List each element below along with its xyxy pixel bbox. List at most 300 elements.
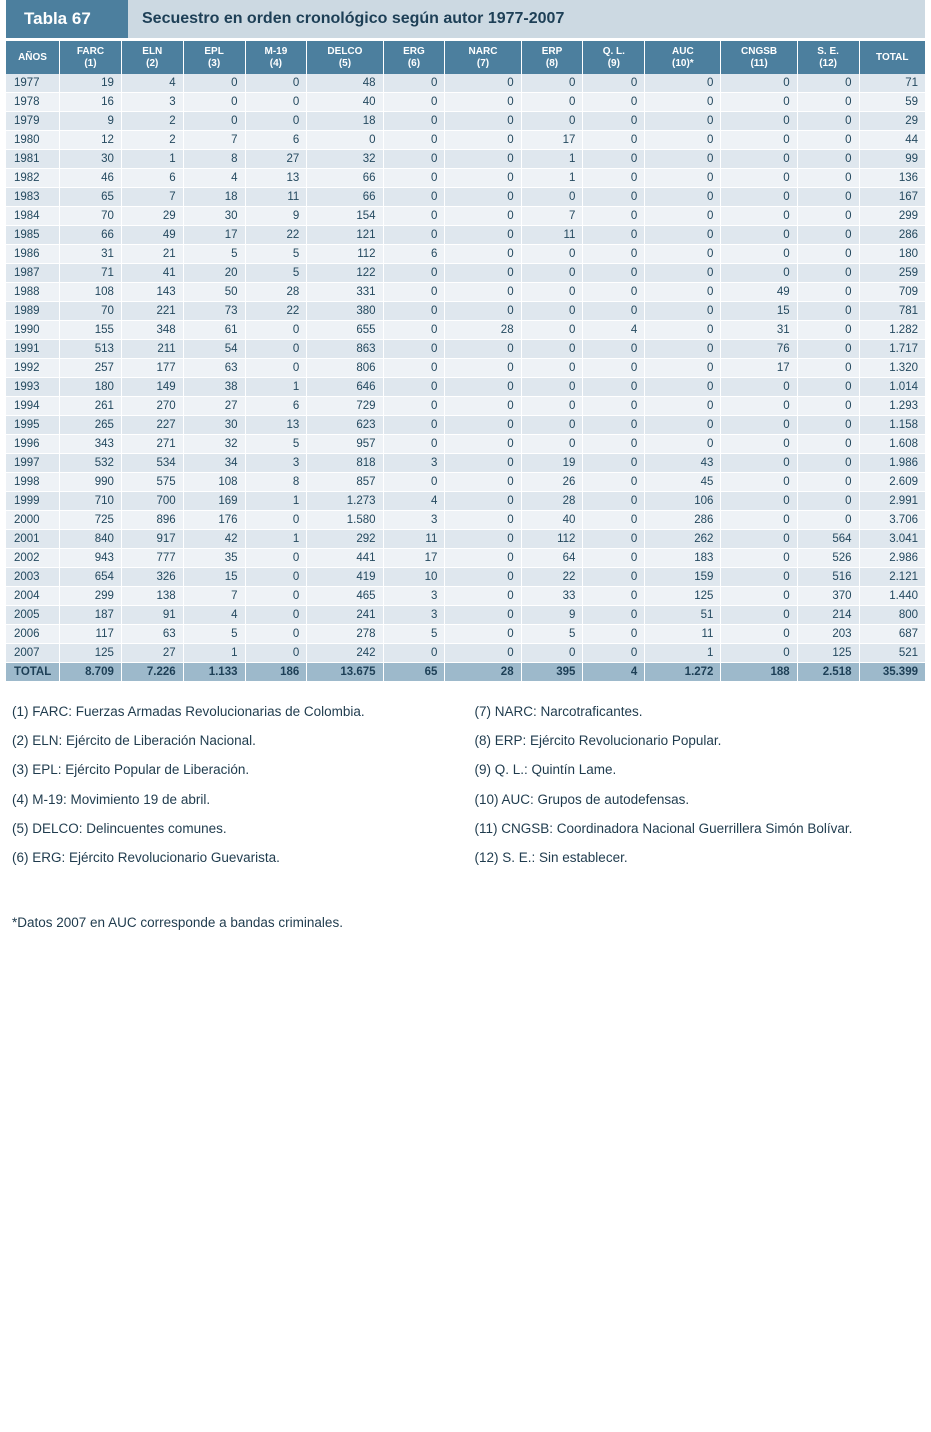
table-cell: 800: [859, 606, 925, 625]
table-cell: 73: [183, 302, 245, 321]
table-row: [6, 397, 925, 416]
column-header-label: EPL: [204, 46, 224, 57]
footnotes: [6, 704, 925, 879]
table-cell: 0: [383, 416, 445, 435]
footnote-item: (10) AUC: Grupos de autodefensas.: [474, 791, 690, 807]
table-cell: 54: [183, 340, 245, 359]
table-cell: 299: [859, 207, 925, 226]
table-cell: 108: [60, 283, 122, 302]
table-cell: 22: [521, 568, 583, 587]
table-cell: 0: [521, 397, 583, 416]
table-cell: 278: [307, 625, 383, 644]
table-row: [6, 226, 925, 245]
table-cell: 17: [183, 226, 245, 245]
table-cell: 1: [245, 378, 307, 397]
table-cell: 63: [121, 625, 183, 644]
table-cell: 0: [445, 587, 521, 606]
table-row: [6, 131, 925, 150]
table-cell: 0: [521, 416, 583, 435]
table-cell: 29: [121, 207, 183, 226]
table-cell: 187: [60, 606, 122, 625]
row-year-cell: 1998: [6, 473, 60, 492]
row-year-cell: 1993: [6, 378, 60, 397]
table-cell: 0: [445, 530, 521, 549]
table-cell: 27: [245, 150, 307, 169]
table-cell: 19: [521, 454, 583, 473]
table-cell: 0: [383, 226, 445, 245]
table-cell: 0: [583, 435, 645, 454]
table-cell: 957: [307, 435, 383, 454]
table-cell: 4: [121, 74, 183, 93]
footnote-item: (1) FARC: Fuerzas Armadas Revolucionarias de Colombia.: [12, 704, 365, 719]
footnote-item: (6) ERG: Ejército Revolucionario Guevarista.: [12, 849, 280, 865]
table-cell: 1.158: [859, 416, 925, 435]
table-cell: 0: [583, 549, 645, 568]
table-cell: 1: [521, 169, 583, 188]
column-header-delco: [307, 41, 383, 74]
table-cell: 8: [183, 150, 245, 169]
table-cell: 0: [245, 549, 307, 568]
table-cell: 0: [583, 302, 645, 321]
table-cell: 348: [121, 321, 183, 340]
table-number-badge: Tabla 67: [6, 0, 128, 38]
table-cell: 6: [383, 245, 445, 264]
table-cell: 46: [60, 169, 122, 188]
table-cell: 2: [121, 131, 183, 150]
column-header-s-e: [797, 41, 859, 74]
table-cell: 26: [521, 473, 583, 492]
table-cell: 4: [183, 606, 245, 625]
table-cell: 5: [521, 625, 583, 644]
table-cell: 265: [60, 416, 122, 435]
table-cell: 0: [583, 359, 645, 378]
table-cell: 154: [307, 207, 383, 226]
table-cell: 2.991: [859, 492, 925, 511]
table-cell: 0: [521, 74, 583, 93]
table-cell: 0: [645, 321, 721, 340]
table-cell: 19: [60, 74, 122, 93]
table-cell: 0: [383, 131, 445, 150]
table-cell: 0: [521, 283, 583, 302]
table-cell: 15: [183, 568, 245, 587]
table-cell: 0: [645, 93, 721, 112]
table-cell: 0: [383, 397, 445, 416]
table-cell: 28: [245, 283, 307, 302]
table-cell: 3: [245, 454, 307, 473]
table-cell: 0: [445, 93, 521, 112]
table-cell: 241: [307, 606, 383, 625]
column-header-epl: [183, 41, 245, 74]
table-cell: 49: [721, 283, 797, 302]
table-cell: 1.014: [859, 378, 925, 397]
table-cell: 0: [797, 416, 859, 435]
table-cell: 65: [60, 188, 122, 207]
column-header-erp: [521, 41, 583, 74]
table-cell: 419: [307, 568, 383, 587]
table-cell: 1.440: [859, 587, 925, 606]
table-cell: 0: [721, 416, 797, 435]
table-cell: 0: [583, 340, 645, 359]
footnote-item: (4) M-19: Movimiento 19 de abril.: [12, 791, 211, 807]
table-cell: 0: [645, 150, 721, 169]
table-cell: 33: [521, 587, 583, 606]
table-cell: 0: [797, 150, 859, 169]
table-cell: 863: [307, 340, 383, 359]
footnote-item: (12) S. E.: Sin establecer.: [474, 849, 628, 865]
table-cell: 3.041: [859, 530, 925, 549]
table-cell: 38: [183, 378, 245, 397]
table-row: [6, 435, 925, 454]
table-cell: 0: [645, 302, 721, 321]
table-cell: 5: [183, 245, 245, 264]
table-cell: 0: [521, 435, 583, 454]
table-cell: 9: [521, 606, 583, 625]
table-cell: 125: [645, 587, 721, 606]
table-cell: 0: [645, 359, 721, 378]
table-cell: 0: [721, 454, 797, 473]
table-cell: 0: [445, 473, 521, 492]
table-cell: 0: [521, 359, 583, 378]
table-cell: 1: [245, 530, 307, 549]
footnote-item: (7) NARC: Narcotraficantes.: [474, 704, 643, 719]
table-cell: 61: [183, 321, 245, 340]
table-cell: 125: [60, 644, 122, 663]
column-header-narc: [445, 41, 521, 74]
table-cell: 0: [521, 378, 583, 397]
table-cell: 465: [307, 587, 383, 606]
table-cell: 0: [721, 207, 797, 226]
table-cell: 0: [445, 492, 521, 511]
table-cell: 112: [307, 245, 383, 264]
table-cell: 138: [121, 587, 183, 606]
column-header-m-19: [245, 41, 307, 74]
column-header-label: NARC: [468, 46, 498, 57]
total-cell: 65: [383, 663, 445, 682]
table-cell: 262: [645, 530, 721, 549]
table-cell: 0: [245, 587, 307, 606]
row-year-cell: 2000: [6, 511, 60, 530]
table-cell: 575: [121, 473, 183, 492]
table-cell: 20: [183, 264, 245, 283]
table-cell: 0: [721, 587, 797, 606]
table-cell: 8: [245, 473, 307, 492]
table-cell: 0: [797, 245, 859, 264]
table-cell: 0: [721, 264, 797, 283]
table-cell: 0: [245, 511, 307, 530]
table-cell: 70: [60, 302, 122, 321]
table-cell: 1.293: [859, 397, 925, 416]
table-cell: 0: [583, 606, 645, 625]
row-year-cell: 1978: [6, 93, 60, 112]
table-cell: 31: [721, 321, 797, 340]
table-cell: 1.608: [859, 435, 925, 454]
table-cell: 7: [183, 587, 245, 606]
table-cell: 0: [383, 150, 445, 169]
table-row: [6, 549, 925, 568]
row-year-cell: 1997: [6, 454, 60, 473]
table-cell: 66: [307, 188, 383, 207]
table-cell: 0: [721, 169, 797, 188]
row-year-cell: 2007: [6, 644, 60, 663]
total-cell: 2.518: [797, 663, 859, 682]
table-cell: 0: [445, 397, 521, 416]
table-row: [6, 416, 925, 435]
table-cell: 0: [445, 245, 521, 264]
table-cell: 818: [307, 454, 383, 473]
table-cell: 0: [245, 321, 307, 340]
table-cell: 646: [307, 378, 383, 397]
table-cell: 0: [521, 321, 583, 340]
table-cell: 0: [445, 283, 521, 302]
footnote-item: (3) EPL: Ejército Popular de Liberación.: [12, 762, 250, 778]
table-row: [6, 188, 925, 207]
table-cell: 11: [245, 188, 307, 207]
table-row: [6, 74, 925, 93]
table-cell: 1.580: [307, 511, 383, 530]
row-year-cell: 1986: [6, 245, 60, 264]
table-cell: 48: [307, 74, 383, 93]
table-cell: 0: [583, 625, 645, 644]
table-row: [6, 321, 925, 340]
table-cell: 117: [60, 625, 122, 644]
table-cell: 0: [797, 511, 859, 530]
table-cell: 441: [307, 549, 383, 568]
table-cell: 0: [445, 150, 521, 169]
table-row: [6, 359, 925, 378]
table-cell: 28: [521, 492, 583, 511]
table-cell: 0: [307, 131, 383, 150]
table-cell: 0: [445, 625, 521, 644]
table-row: [6, 625, 925, 644]
column-header-label: TOTAL: [876, 51, 909, 63]
table-cell: 0: [797, 207, 859, 226]
row-year-cell: 1995: [6, 416, 60, 435]
table-cell: 3: [383, 454, 445, 473]
table-cell: 22: [245, 302, 307, 321]
table-cell: 159: [645, 568, 721, 587]
table-cell: 0: [797, 169, 859, 188]
table-cell: 0: [583, 492, 645, 511]
table-cell: 0: [721, 188, 797, 207]
table-cell: 990: [60, 473, 122, 492]
total-cell: 13.675: [307, 663, 383, 682]
table-cell: 17: [383, 549, 445, 568]
table-row: [6, 606, 925, 625]
table-cell: 40: [307, 93, 383, 112]
table-cell: 211: [121, 340, 183, 359]
table-cell: 0: [383, 473, 445, 492]
column-header-label: FARC: [76, 46, 105, 57]
table-cell: 0: [383, 207, 445, 226]
table-cell: 0: [445, 378, 521, 397]
table-cell: 3: [121, 93, 183, 112]
table-cell: 0: [797, 473, 859, 492]
table-cell: 10: [383, 568, 445, 587]
table-cell: 0: [383, 169, 445, 188]
table-cell: 286: [859, 226, 925, 245]
table-cell: 0: [797, 264, 859, 283]
table-cell: 169: [183, 492, 245, 511]
table-cell: 0: [521, 302, 583, 321]
table-cell: 15: [721, 302, 797, 321]
table-cell: 29: [859, 112, 925, 131]
table-cell: 3: [383, 606, 445, 625]
table-cell: 4: [583, 321, 645, 340]
table-cell: 0: [445, 359, 521, 378]
total-cell: 28: [445, 663, 521, 682]
table-cell: 71: [60, 264, 122, 283]
table-cell: 6: [245, 397, 307, 416]
table-cell: 0: [721, 644, 797, 663]
table-cell: 0: [645, 340, 721, 359]
table-cell: 0: [445, 568, 521, 587]
table-header-row: [6, 41, 925, 74]
row-year-cell: 1999: [6, 492, 60, 511]
row-year-cell: 1994: [6, 397, 60, 416]
table-cell: 0: [445, 435, 521, 454]
table-cell: 183: [645, 549, 721, 568]
table-cell: 0: [797, 492, 859, 511]
table-cell: 0: [645, 188, 721, 207]
table-cell: 521: [859, 644, 925, 663]
column-header-note: (5): [338, 57, 352, 69]
table-cell: 513: [60, 340, 122, 359]
total-cell: 188: [721, 663, 797, 682]
table-cell: 6: [121, 169, 183, 188]
table-cell: 700: [121, 492, 183, 511]
table-cell: 2.986: [859, 549, 925, 568]
row-year-cell: 1985: [6, 226, 60, 245]
footnote-item: (9) Q. L.: Quintín Lame.: [474, 762, 617, 778]
table-cell: 0: [245, 644, 307, 663]
table-cell: 0: [645, 435, 721, 454]
row-year-cell: 1980: [6, 131, 60, 150]
table-cell: 0: [645, 264, 721, 283]
table-cell: 0: [383, 74, 445, 93]
table-cell: 0: [721, 74, 797, 93]
table-cell: 0: [383, 359, 445, 378]
table-cell: 0: [383, 435, 445, 454]
column-header-auc: [645, 41, 721, 74]
table-cell: 1: [245, 492, 307, 511]
row-year-cell: 1984: [6, 207, 60, 226]
table-cell: 299: [60, 587, 122, 606]
table-cell: 0: [645, 245, 721, 264]
table-cell: 534: [121, 454, 183, 473]
column-header-note: (4): [269, 57, 283, 69]
table-cell: 21: [121, 245, 183, 264]
table-cell: 12: [60, 131, 122, 150]
table-cell: 781: [859, 302, 925, 321]
table-cell: 896: [121, 511, 183, 530]
table-cell: 7: [121, 188, 183, 207]
table-cell: 5: [245, 245, 307, 264]
table-row: [6, 302, 925, 321]
table-row: [6, 378, 925, 397]
table-cell: 0: [797, 435, 859, 454]
table-cell: 1.320: [859, 359, 925, 378]
table-cell: 710: [60, 492, 122, 511]
table-cell: 7: [183, 131, 245, 150]
table-total-row: [6, 663, 925, 682]
table-cell: 0: [445, 340, 521, 359]
row-year-cell: 1987: [6, 264, 60, 283]
table-cell: 122: [307, 264, 383, 283]
table-cell: 155: [60, 321, 122, 340]
column-header-note: (9): [607, 57, 620, 69]
table-cell: 0: [797, 131, 859, 150]
total-cell: 1.272: [645, 663, 721, 682]
table-cell: 0: [383, 93, 445, 112]
table-cell: 526: [797, 549, 859, 568]
table-cell: 176: [183, 511, 245, 530]
table-cell: 0: [583, 207, 645, 226]
table-cell: 0: [445, 226, 521, 245]
table-cell: 30: [60, 150, 122, 169]
row-year-cell: 2002: [6, 549, 60, 568]
table-cell: 0: [797, 188, 859, 207]
table-cell: 30: [183, 416, 245, 435]
table-cell: 177: [121, 359, 183, 378]
table-cell: 0: [721, 473, 797, 492]
table-cell: 0: [583, 226, 645, 245]
table-cell: 370: [797, 587, 859, 606]
table-cell: 0: [721, 530, 797, 549]
table-cell: 35: [183, 549, 245, 568]
column-header-note: (3): [207, 57, 221, 69]
column-header-label: ERG: [403, 46, 425, 57]
table-cell: 71: [859, 74, 925, 93]
table-cell: 270: [121, 397, 183, 416]
table-cell: 0: [583, 568, 645, 587]
table-cell: 1: [645, 644, 721, 663]
table-cell: 0: [583, 150, 645, 169]
total-cell: 4: [583, 663, 645, 682]
footnotes-left-column: [6, 704, 463, 879]
table-cell: 227: [121, 416, 183, 435]
page-title: Secuestro en orden cronológico según autor 1977-2007: [128, 0, 925, 38]
table-cell: 76: [721, 340, 797, 359]
table-row: [6, 340, 925, 359]
table-cell: 857: [307, 473, 383, 492]
asterisk-footnote: *Datos 2007 en AUC corresponde a bandas criminales.: [12, 915, 343, 931]
table-cell: 63: [183, 359, 245, 378]
table-cell: 1: [121, 150, 183, 169]
table-cell: 2.609: [859, 473, 925, 492]
table-cell: 0: [583, 454, 645, 473]
table-cell: 13: [245, 416, 307, 435]
table-cell: 50: [183, 283, 245, 302]
table-cell: 623: [307, 416, 383, 435]
kidnapping-by-author-table: [6, 41, 925, 682]
table-cell: 0: [583, 131, 645, 150]
column-header-label: M-19: [264, 46, 288, 57]
column-header-cngsb: [721, 41, 797, 74]
table-cell: 6: [245, 131, 307, 150]
column-header-note: (1): [84, 57, 97, 69]
table-row: [6, 568, 925, 587]
table-cell: 777: [121, 549, 183, 568]
table-cell: 0: [445, 606, 521, 625]
table-cell: 45: [645, 473, 721, 492]
table-cell: 326: [121, 568, 183, 587]
table-cell: 0: [583, 283, 645, 302]
table-cell: 1.273: [307, 492, 383, 511]
table-cell: 0: [245, 93, 307, 112]
table-cell: 112: [521, 530, 583, 549]
table-cell: 66: [307, 169, 383, 188]
table-cell: 16: [60, 93, 122, 112]
